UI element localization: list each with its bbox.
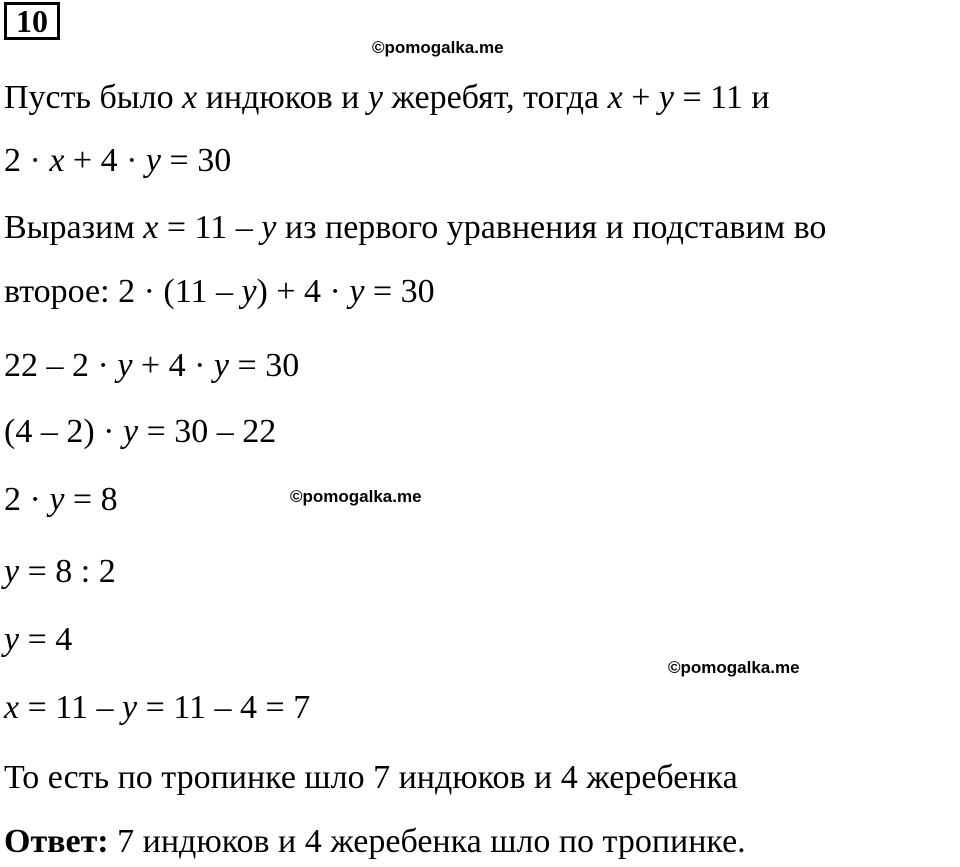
math-variable: y — [4, 553, 20, 590]
text-segment: = 11 – — [19, 689, 123, 726]
text-segment: 7 индюков и 4 жеребенка шло по тропинке. — [108, 823, 746, 860]
math-variable: x — [182, 79, 198, 116]
solution-line — [4, 141, 231, 181]
math-variable: x — [49, 142, 65, 179]
math-variable: y — [349, 273, 365, 310]
text-segment: из первого уравнения и подставим во — [276, 209, 827, 246]
math-variable: y — [367, 79, 383, 116]
math-variable: y — [658, 79, 674, 116]
text-segment: 22 – 2 · — [4, 347, 118, 384]
text-segment: = 8 : 2 — [19, 553, 116, 590]
text-segment: индюков и — [197, 79, 368, 116]
text-segment: = 30 — [229, 347, 300, 384]
solution-line — [4, 480, 118, 520]
watermark: ©pomogalka.me — [372, 38, 504, 57]
solution-line — [4, 78, 770, 118]
text-segment: = 11 – — [158, 209, 262, 246]
solution-line — [4, 552, 116, 592]
watermark: ©pomogalka.me — [290, 487, 422, 506]
text-segment: (4 – 2) · — [4, 413, 123, 450]
solution-line — [4, 688, 310, 728]
math-variable: y — [4, 621, 20, 658]
text-segment: = 30 – 22 — [138, 413, 277, 450]
text-segment: + — [622, 79, 659, 116]
text-segment: = 8 — [64, 481, 118, 518]
text-segment: = 4 — [19, 621, 73, 658]
math-variable: x — [4, 689, 20, 726]
task-number-box: 10 — [4, 2, 60, 40]
solution-line — [4, 822, 746, 862]
text-segment: 2 · — [4, 481, 50, 518]
text-segment: ) + 4 · — [256, 273, 350, 310]
text-segment: жеребят, тогда — [382, 79, 608, 116]
text-segment: То есть по тропинке шло 7 индюков и 4 жеребенка — [4, 759, 738, 796]
text-segment: Выразим — [4, 209, 144, 246]
solution-line — [4, 620, 72, 660]
math-variable: y — [122, 413, 139, 450]
math-variable: y — [261, 209, 277, 246]
math-variable: y — [241, 273, 257, 310]
math-variable: x — [607, 79, 623, 116]
text-segment: = 11 и — [674, 79, 770, 116]
solution-line — [4, 758, 738, 798]
text-segment: = 11 – 4 = 7 — [137, 689, 311, 726]
text-segment: 2 · — [4, 142, 50, 179]
text-segment: + 4 · — [132, 347, 214, 384]
math-variable: y — [117, 347, 133, 384]
text-segment: = 30 — [364, 273, 435, 310]
math-variable: y — [49, 481, 65, 518]
math-variable: y — [122, 689, 138, 726]
math-variable: y — [145, 142, 162, 179]
text-segment: = 30 — [161, 142, 232, 179]
text-segment: Пусть было — [4, 79, 183, 116]
text-segment: + 4 · — [64, 142, 146, 179]
solution-line — [4, 208, 826, 248]
answer-label: Ответ: — [4, 823, 109, 860]
math-variable: y — [213, 347, 230, 384]
solution-line — [4, 412, 276, 452]
solution-line — [4, 346, 299, 386]
solution-line — [4, 272, 435, 312]
math-variable: x — [143, 209, 159, 246]
text-segment: второе: 2 · (11 – — [4, 273, 242, 310]
watermark: ©pomogalka.me — [668, 658, 800, 677]
